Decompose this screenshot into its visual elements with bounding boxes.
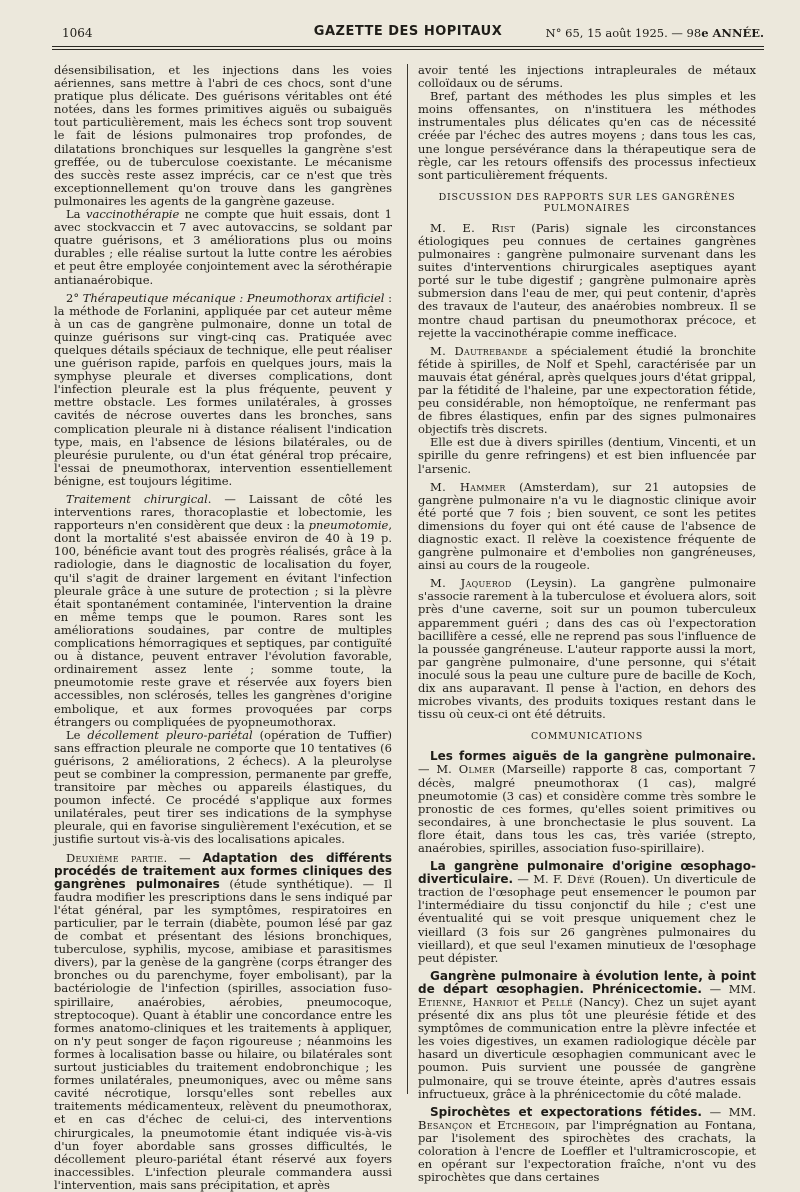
issue-info: N° 65, 15 août 1925. — 98e ANNÉE. — [545, 26, 764, 40]
paragraph: Le décollement pleuro-pariétal (opération de Tuffier) sans effraction pleurale ne comporte que 10 tentatives (6 guérisons, 2 améliorations, 2 échecs). A la pleurolyse peut se combiner la compression, permanente par greffe, transitoire par mèches ou appareils élastiques, du poumon infecté. Ce procédé s'applique aux formes unilatérales, peut tirer ses indications de la symphyse pleurale, qui en favorise singulièrement l'exécution, et se justifie surtout vis-à-vis des localisations apicales. — [54, 727, 392, 847]
paragraph: Spirochètes et expectorations fétides. — MM. Besançon et Etchegoin, par l'imprégnation au Fontana, par l'isolement des spirochètes des crachats, la coloration à l'encre de Loeffler et l'ultramicroscopie, et en opérant sur l'expectoration fraîche, n'ont vu des spirochètes que dans certaines — [418, 1104, 756, 1185]
page-header — [52, 22, 764, 44]
paragraph: La gangrène pulmonaire d'origine œsophago-diverticulaire. — M. F. Dévé (Rouen). Un diverticule de traction de l'œsophage peut ensemencer le poumon par l'intermédiaire du tissu conjonctif du hile ; c'est une éventualité qui se voit presque uniquement chez le vieillard (3 fois sur 26 gangrènes pulmonaires du vieillard), et que seul l'examen minutieux de l'œsophage peut dépister. — [418, 859, 756, 965]
left-column — [54, 64, 392, 1192]
paragraph: Elle est due à divers spirilles (dentium, Vincenti, et un spirille du genre refringens) et est bien influencée par l'arsenic. — [418, 435, 756, 476]
paragraph: Gangrène pulmonaire à évolution lente, à point de départ œsophagien. Phrénicectomie. — MM. Etienne, Hanriot et Pellé (Nancy). Chez un sujet ayant présenté dix ans plus tôt une pleurésie fétide et des symptômes de communication entre la plèvre infectée et les voies digestives, un examen radiologique décèle par hasard un diverticule œsophagien communicant avec le poumon. Puis survient une poussée de gangrène pulmonaire, qui se trouve éteinte, après d'autres essais infructueux, grâce à la phrénicectomie du côté malade. — [418, 968, 756, 1101]
paragraph: M. Hammer (Amsterdam), sur 21 autopsies de gangrène pulmonaire n'a vu le diagnostic clinique avoir été porté que 7 fois ; bien souvent, ce sont les petites dimensions du foyer qui ont été cause de l'absence de diagnostic exact. Il relève la coexistence fréquente de gangrène pulmonaire et d'embolies non gangréneuses, ainsi au cours de la rougeole. — [418, 479, 756, 573]
paragraph: Traitement chirurgical. — Laissant de côté les interventions rares, thoracoplastie et lobectomie, les rapporteurs n'en considèrent que deux : la pneumotomie, dont la mortalité s'est abaissée environ de 40 à 19 p. 100, bénéficie avant tout des progrès réalisés, grâce à la radiologie, dans le diagnostic de localisation du foyer, qu'il s'agit de drainer largement en évitant l'infection pleurale grâce à une suture de protection ; si la plèvre était spontanément contaminée, l'intervention la draine en même temps que le poumon. Rares sont les améliorations soudaines, par contre de multiples complications hémorragiques et septiques, par contiguïté ou à distance, peuvent entraver l'évolution favorable, ordinairement assez lente ; somme toute, la pneumotomie reste grave et réservée aux foyers bien accessibles, non sclérosés, telles les gangrènes d'origine embolique, et aux formes provoquées par corps étrangers ou compliquées de pyopneumothorax. — [54, 492, 392, 729]
paragraph: La vaccinothérapie ne compte que huit essais, dont 1 avec stockvaccin et 7 avec autovaccins, se soldant par quatre guérisons, et 3 améliorations plus ou moins durables ; elle réalise surtout la lutte contre les aérobies et peut être employée conjointement avec la sérothérapie antianaérobique. — [54, 207, 392, 287]
right-column — [418, 64, 756, 1184]
paragraph: 2° Thérapeutique mécanique : Pneumothorax artificiel : la méthode de Forlanini, appliquée par cet auteur même à un cas de gangrène pulmonaire, donne un total de quinze guérisons sur vingt-cinq cas. Pratiquée avec quelques détails spéciaux de technique, elle peut réaliser une guérison rapide, parfois en quelques jours, mais la symphyse pleurale et diverses complications, dont l'infection pleurale est la plus fréquente, peuvent y mettre obstacle. Les formes unilatérales, à grosses cavités de nécrose ouvertes dans les bronches, sans complication pleurale ni à distance réalisent l'indication type, mais, en l'absence de lésions bilatérales, ou de pleurésie purulente, ou d'un état général trop précaire, l'essai de pneumothorax, intervention essentiellement bénigne, est toujours légitime. — [54, 290, 393, 488]
section-heading: DISCUSSION DES RAPPORTS SUR LES GANGRÈNES PULMONAIRES — [438, 191, 736, 214]
paragraph: Bref, partant des méthodes les plus simples et les moins offensantes, on n'instituera les méthodes instrumentales plus délicates qu'en cas de nécessité créée par l'échec des autres moyens ; dans tous les cas, une longue persévérance dans la thérapeutique sera de règle, car les retours offensifs des processus infectieux sont particulièrement fréquents. — [418, 89, 756, 182]
paragraph: avoir tenté les injections intrapleurales de métaux colloïdaux ou de sérums. — [418, 63, 756, 91]
header-rule-2 — [52, 49, 764, 50]
paragraph: M. E. Rist (Paris) signale les circonstances étiologiques peu connues de certaines gangrènes pulmonaires : gangrène pulmonaire survenant dans les suites d'interventions chirurgicales aseptiques ayant porté sur le tube digestif ; gangrène pulmonaire après submersion dans l'eau de mer, qui peut contenir, d'après des travaux de l'auteur, des anaérobies nombreux. Il se montre chaud partisan du pneumothorax précoce, et rejette la vaccinothérapie comme inefficace. — [418, 220, 756, 340]
paragraph: désensibilisation, et les injections dans les voies aériennes, sans mettre à l'abri de ces chocs, sont d'une pratique plus délicate. Des guérisons véritables ont été notées, dans les formes primitives aiguës ou subaiguës tout particulièrement, mais les échecs sont trop souvent le fait de lésions pulmonaires trop profondes, de dilatations bronchiques sur lesquelles la gangrène s'est greffée, ou de tuberculose coexistante. Le mécanisme des succès reste assez imprécis, car ce n'est que très exceptionnellement qu'on trouve dans les gangrènes pulmonaires les agents de la gangrène gazeuse. — [54, 63, 392, 208]
paragraph: M. Dautrebande a spécialement étudié la bronchite fétide à spirilles, de Nolf et Spehl, caractérisée par un mauvais état général, après quelques jours d'état grippal, par la fétidité de l'haleine, par une expectoration fétide, peu considérable, non hémoptoïque, ne renfermant pas de fibres élastiques, enfin par des signes pulmonaires objectifs très discrets. — [418, 343, 756, 437]
page-number: 1064 — [62, 26, 93, 40]
header-rule — [52, 46, 764, 47]
section-heading: COMMUNICATIONS — [530, 731, 644, 743]
journal-title: GAZETTE DES HOPITAUX — [313, 24, 503, 39]
paragraph: M. Jaquerod (Leysin). La gangrène pulmonaire s'associe rarement à la tuberculose et évoluera alors, soit près d'une caverne, soit sur un poumon tuberculeux apparemment guéri ; dans des cas où l'expectoration bacillifère a cessé, elle ne reprend pas sous l'influence de la poussée gangréneuse. L'auteur rapporte aussi la mort, par gangrène pulmonaire, d'une personne, qui s'était inoculé sous la peau une culture pure de bacille de Koch, dix ans auparavant. Il pense à l'action, en dehors des microbes vivants, des produits toxiques restant dans le tissu où ceux-ci ont été détruits. — [418, 576, 756, 722]
paragraph: Les formes aiguës de la gangrène pulmonaire. — M. Olmer (Marseille) rapporte 8 cas, comportant 7 décès, malgré pneumothorax (1 cas), malgré pneumotomie (3 cas) et considère comme très sombre le pronostic de ces formes, qu'elles soient primitives ou secondaires, à une bronchectasie le plus souvent. La flore était, dans tous les cas, très variée (strepto, anaérobies, spirilles, association fuso-spirillaire). — [418, 749, 756, 855]
paragraph: Deuxième partie. — Adaptation des différents procédés de traitement aux formes cliniques des gangrènes pulmonaires (étude synthétique). — Il faudra modifier les prescriptions dans le sens indiqué par l'état général, par les symptômes, respiratoires en particulier, par le terrain (diabète, poumon lésé par gaz de combat et présentant des lésions bronchiques, tuberculose, syphilis, mycose, amibiase et parasitismes divers), par la genèse de la gangrène (corps étranger des bronches ou du parenchyme, foyer embolisant), par la bactériologie de l'infection (spirilles, association fuso-spirillaire, anaérobies, aérobies, pneumocoque, streptocoque). Quant à établir une concordance entre les formes anatomo-cliniques et les traitements à appliquer, on n'y peut songer de façon rigoureuse ; néanmoins les formes à localisation basse ou hilaire, ou bilatérales sont surtout justiciables du traitement endobronchique ; les formes unilatérales, pneumoniques, avec ou même sans cavité nécrotique, lorsqu'elles sont rebelles aux traitements médicamenteux, relèvent du pneumothorax, et en cas d'échec de celui-ci, des interventions chirurgicales, la pneumotomie étant indiquée vis-à-vis d'un foyer abordable sans grosses difficultés, le décollement pleuro-pariétal étant réservé aux foyers inaccessibles. L'infection pleurale commandera aussi l'intervention, mais sans précipitation, et après — [54, 850, 392, 1192]
column-divider — [407, 64, 408, 1094]
